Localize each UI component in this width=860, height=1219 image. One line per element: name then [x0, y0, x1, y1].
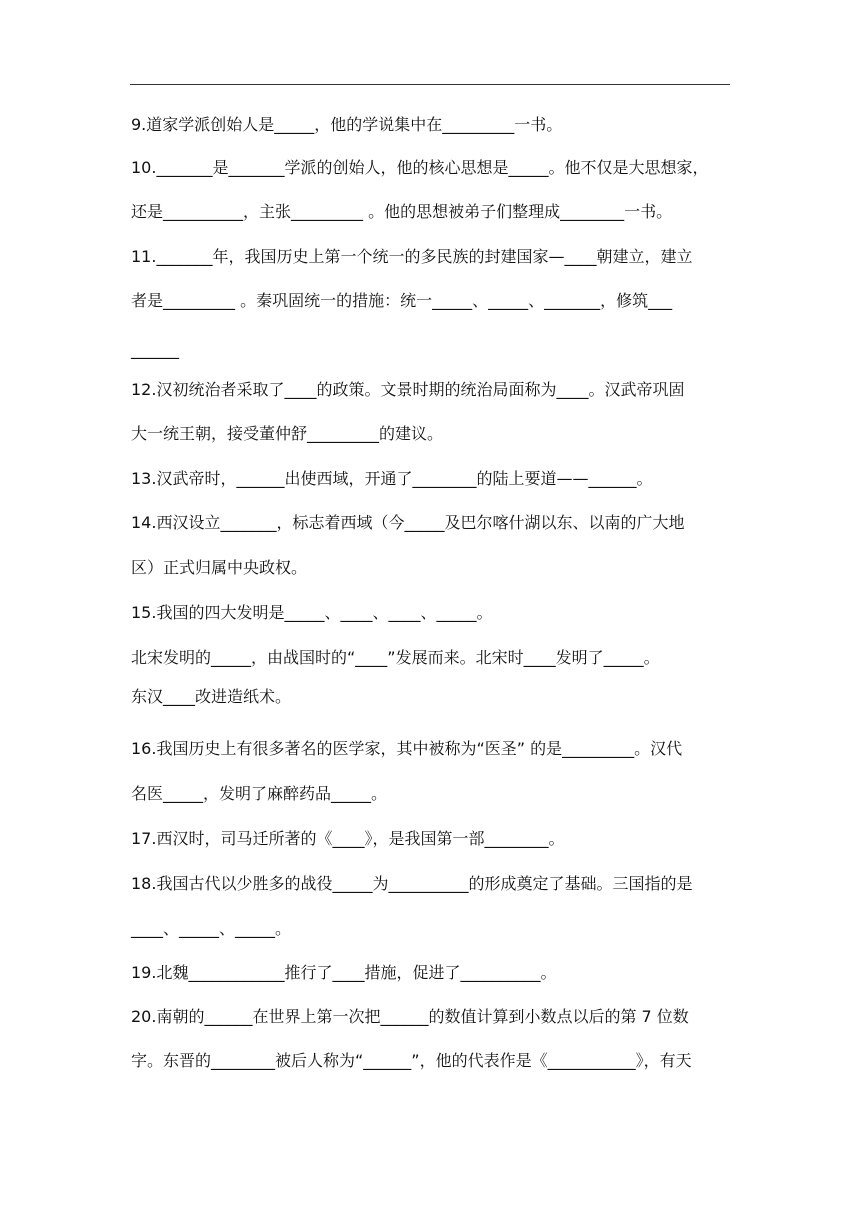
question-text: 14.西汉设立_______，标志着西域（今_____及巴尔喀什湖以东、以南的广大地 — [131, 513, 685, 532]
question-line — [131, 512, 731, 534]
question-text: 17.西汉时，司马迁所著的《____》，是我国第一部________。 — [131, 829, 565, 848]
question-text: ____、_____、_____。 — [131, 919, 292, 938]
question-line — [131, 157, 731, 179]
question-line — [131, 686, 731, 708]
question-text: 北宋发明的_____，由战国时的“____”发展而来。北宋时____发明了_____。 — [131, 648, 660, 667]
question-text: 19.北魏____________推行了____措施，促进了__________。 — [131, 963, 557, 982]
question-text: 者是_________ 。秦巩固统一的措施：统一_____、_____、_______，修筑___ — [131, 291, 673, 310]
question-line — [131, 379, 731, 401]
question-line — [131, 290, 731, 312]
question-line — [131, 647, 731, 669]
question-line — [131, 873, 731, 895]
question-line — [131, 339, 731, 361]
question-text: 9.道家学派创始人是_____，他的学说集中在_________一书。 — [131, 115, 563, 134]
question-text: 10._______是_______学派的创始人，他的核心思想是_____。他不仅是大思想家， — [131, 158, 709, 177]
question-line — [131, 738, 731, 760]
question-text: 东汉____改进造纸术。 — [131, 687, 292, 706]
question-text: 字。东晋的________被后人称为“______”，他的代表作是《___________》，有天 — [131, 1051, 692, 1070]
question-line — [131, 783, 731, 805]
question-line — [131, 468, 731, 490]
question-text: 12.汉初统治者采取了____的政策。文景时期的统治局面称为____。汉武帝巩固 — [131, 380, 685, 399]
question-line — [131, 962, 731, 984]
question-text: 15.我国的四大发明是_____、____、____、_____。 — [131, 603, 493, 622]
question-line — [131, 828, 731, 850]
question-text: 11._______年，我国历史上第一个统一的多民族的封建国家—____朝建立，建立 — [131, 247, 693, 266]
question-line — [131, 246, 731, 268]
header-rule — [130, 84, 730, 85]
question-text: 区）正式归属中央政权。 — [131, 558, 308, 577]
question-text: 大一统王朝，接受董仲舒_________的建议。 — [131, 424, 444, 443]
question-line — [131, 1050, 731, 1072]
question-text: ______ — [131, 340, 179, 359]
question-line — [131, 423, 731, 445]
question-text: 名医_____，发明了麻醉药品_____。 — [131, 784, 388, 803]
question-text: 20.南朝的______在世界上第一次把______的数值计算到小数点以后的第 7 位数 — [131, 1007, 689, 1026]
question-line — [131, 201, 731, 223]
question-text: 16.我国历史上有很多著名的医学家，其中被称为“医圣” 的是_________。汉代 — [131, 739, 683, 758]
question-text: 13.汉武帝时，______出使西域，开通了________的陆上要道——______。 — [131, 469, 653, 488]
question-text: 18.我国古代以少胜多的战役_____为__________的形成奠定了基础。三国指的是 — [131, 874, 693, 893]
question-line — [131, 602, 731, 624]
question-line — [131, 918, 731, 940]
question-line — [131, 1006, 731, 1028]
question-line — [131, 557, 731, 579]
question-line — [131, 114, 731, 136]
question-text: 还是__________，主张_________ 。他的思想被弟子们整理成________一书。 — [131, 202, 673, 221]
